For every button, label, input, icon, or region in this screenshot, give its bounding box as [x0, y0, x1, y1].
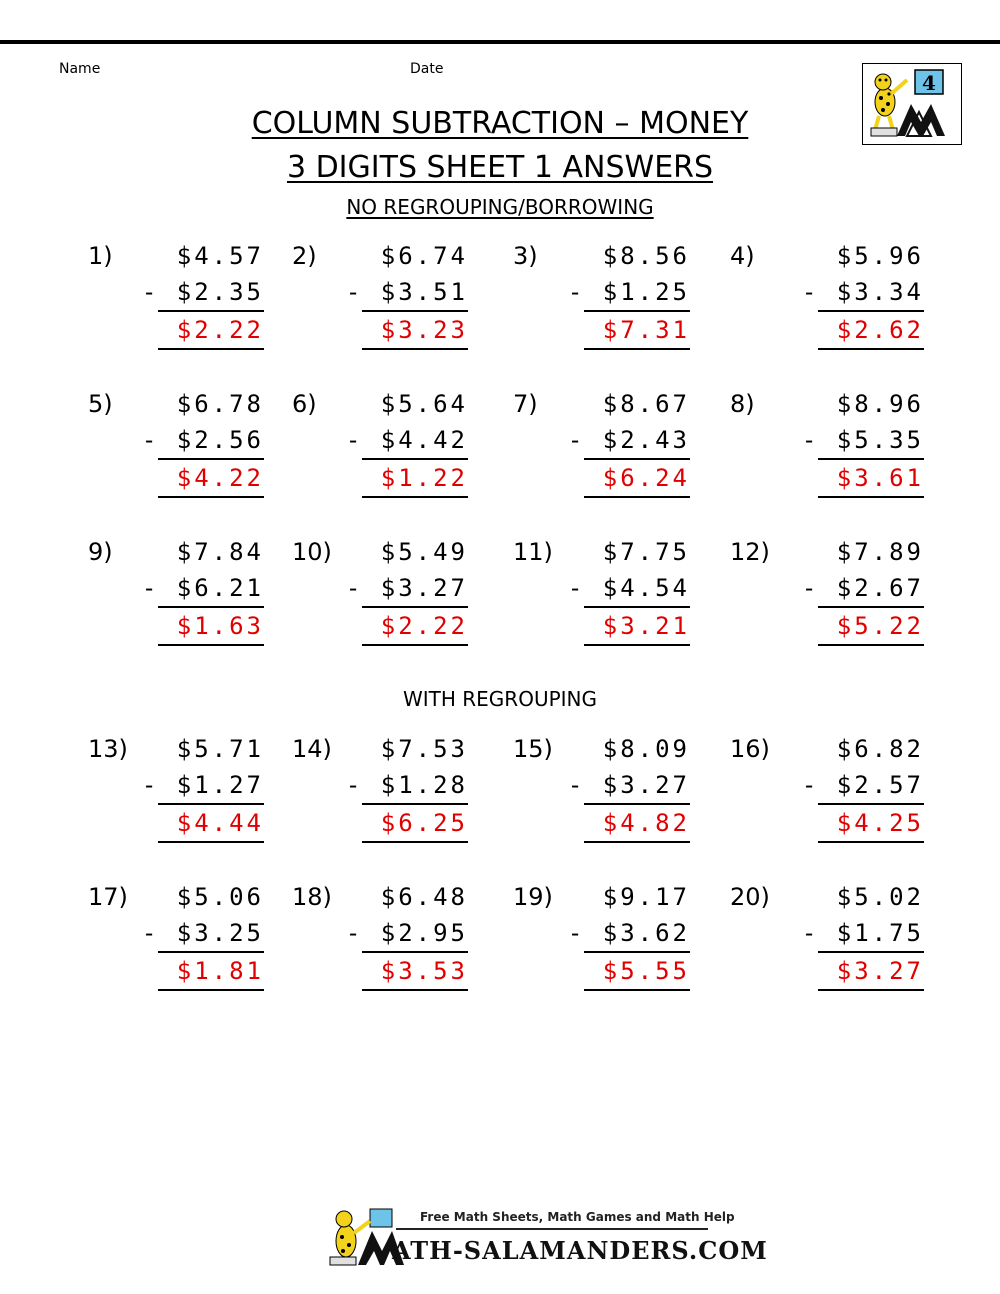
problem-subtrahend: - $2.35 [141, 278, 264, 306]
grade-number: 4 [922, 71, 936, 95]
problem-rule [584, 310, 690, 312]
problem-item [292, 538, 468, 658]
problem-number: 2) [292, 242, 317, 270]
answer-rule [584, 496, 690, 498]
problem-minuend: $5.02 [836, 883, 924, 911]
date-label: Date [410, 61, 444, 77]
problem-minuend: $5.96 [836, 242, 924, 270]
worksheet-title-line2: 3 DIGITS SHEET 1 ANSWERS [286, 150, 714, 185]
answer-rule [584, 348, 690, 350]
problem-minuend: $4.57 [176, 242, 264, 270]
problem-number: 11) [513, 538, 553, 566]
problem-minuend: $6.74 [380, 242, 468, 270]
problem-minuend: $6.82 [836, 735, 924, 763]
problem-minuend: $6.78 [176, 390, 264, 418]
problem-number: 9) [88, 538, 113, 566]
answer-rule [362, 496, 468, 498]
problem-item [88, 735, 264, 855]
problem-answer: $6.25 [380, 809, 468, 837]
footer-tagline: Free Math Sheets, Math Games and Math Help [420, 1210, 735, 1224]
problem-subtrahend: - $3.25 [141, 919, 264, 947]
problem-answer: $2.22 [380, 612, 468, 640]
problem-subtrahend: - $1.27 [141, 771, 264, 799]
problem-number: 16) [730, 735, 770, 763]
problem-subtrahend: - $5.35 [801, 426, 924, 454]
problem-minuend: $8.67 [602, 390, 690, 418]
section2-label: WITH REGROUPING [402, 687, 597, 711]
problem-item [513, 390, 690, 510]
problem-number: 17) [88, 883, 128, 911]
problem-subtrahend: - $1.25 [567, 278, 690, 306]
answer-rule [818, 644, 924, 646]
problem-rule [362, 951, 468, 953]
problem-rule [818, 458, 924, 460]
problem-subtrahend: - $3.51 [345, 278, 468, 306]
problem-minuend: $8.96 [836, 390, 924, 418]
answer-rule [584, 989, 690, 991]
problem-number: 7) [513, 390, 538, 418]
problem-minuend: $7.84 [176, 538, 264, 566]
answer-rule [584, 841, 690, 843]
problem-item [513, 735, 690, 855]
answer-rule [818, 496, 924, 498]
problem-item [730, 242, 924, 362]
problem-rule [158, 458, 264, 460]
answer-rule [362, 644, 468, 646]
problem-rule [362, 803, 468, 805]
footer-site-name: ATH-SALAMANDERS.COM [392, 1236, 768, 1265]
problem-rule [362, 606, 468, 608]
problem-rule [158, 606, 264, 608]
problem-minuend: $7.53 [380, 735, 468, 763]
problem-item [730, 538, 924, 658]
problem-subtrahend: - $2.43 [567, 426, 690, 454]
problem-item [292, 242, 468, 362]
problem-minuend: $8.56 [602, 242, 690, 270]
problem-subtrahend: - $4.54 [567, 574, 690, 602]
problem-number: 20) [730, 883, 770, 911]
problem-number: 5) [88, 390, 113, 418]
problem-rule [818, 803, 924, 805]
problem-rule [362, 458, 468, 460]
problem-rule [158, 951, 264, 953]
problem-minuend: $9.17 [602, 883, 690, 911]
problem-answer: $4.44 [176, 809, 264, 837]
answer-rule [362, 348, 468, 350]
problem-subtrahend: - $3.27 [567, 771, 690, 799]
problem-number: 6) [292, 390, 317, 418]
problem-subtrahend: - $2.95 [345, 919, 468, 947]
problem-subtrahend: - $3.34 [801, 278, 924, 306]
problem-rule [818, 310, 924, 312]
problem-answer: $7.31 [602, 316, 690, 344]
problem-rule [584, 458, 690, 460]
problem-minuend: $5.49 [380, 538, 468, 566]
problem-minuend: $5.06 [176, 883, 264, 911]
problem-rule [362, 310, 468, 312]
problem-answer: $5.55 [602, 957, 690, 985]
answer-rule [158, 496, 264, 498]
answer-rule [818, 841, 924, 843]
problem-item [730, 883, 924, 1003]
answer-rule [158, 644, 264, 646]
problem-subtrahend: - $1.75 [801, 919, 924, 947]
problem-subtrahend: - $6.21 [141, 574, 264, 602]
problem-item [513, 883, 690, 1003]
problem-subtrahend: - $3.62 [567, 919, 690, 947]
answer-rule [584, 644, 690, 646]
problem-item [292, 883, 468, 1003]
problem-number: 15) [513, 735, 553, 763]
problem-item [88, 390, 264, 510]
problem-answer: $1.63 [176, 612, 264, 640]
problem-minuend: $7.75 [602, 538, 690, 566]
problem-number: 8) [730, 390, 755, 418]
answer-rule [362, 989, 468, 991]
problem-answer: $3.61 [836, 464, 924, 492]
problem-item [292, 735, 468, 855]
problem-item [513, 242, 690, 362]
problem-answer: $6.24 [602, 464, 690, 492]
problem-item [292, 390, 468, 510]
problem-answer: $4.25 [836, 809, 924, 837]
problem-subtrahend: - $1.28 [345, 771, 468, 799]
problem-answer: $1.81 [176, 957, 264, 985]
answer-rule [818, 348, 924, 350]
top-rule [0, 40, 1000, 44]
name-label: Name [59, 61, 101, 77]
problem-number: 14) [292, 735, 332, 763]
problem-minuend: $5.64 [380, 390, 468, 418]
problem-rule [158, 803, 264, 805]
problem-item [88, 242, 264, 362]
problem-item [730, 735, 924, 855]
problem-number: 19) [513, 883, 553, 911]
answer-rule [158, 841, 264, 843]
problem-answer: $2.62 [836, 316, 924, 344]
answer-rule [818, 989, 924, 991]
section1-label: NO REGROUPING/BORROWING [346, 195, 654, 219]
problem-rule [584, 951, 690, 953]
problem-answer: $3.53 [380, 957, 468, 985]
problem-minuend: $5.71 [176, 735, 264, 763]
problem-rule [584, 803, 690, 805]
problem-answer: $2.22 [176, 316, 264, 344]
problem-number: 4) [730, 242, 755, 270]
problem-subtrahend: - $3.27 [345, 574, 468, 602]
problem-answer: $4.22 [176, 464, 264, 492]
problem-number: 18) [292, 883, 332, 911]
problem-subtrahend: - $2.56 [141, 426, 264, 454]
problem-answer: $3.27 [836, 957, 924, 985]
problem-answer: $4.82 [602, 809, 690, 837]
problem-number: 12) [730, 538, 770, 566]
problem-answer: $3.21 [602, 612, 690, 640]
problem-answer: $3.23 [380, 316, 468, 344]
problem-rule [818, 606, 924, 608]
problem-subtrahend: - $4.42 [345, 426, 468, 454]
problem-rule [584, 606, 690, 608]
problem-subtrahend: - $2.67 [801, 574, 924, 602]
footer-rule [396, 1228, 708, 1230]
answer-rule [362, 841, 468, 843]
problem-subtrahend: - $2.57 [801, 771, 924, 799]
problem-item [513, 538, 690, 658]
problem-minuend: $8.09 [602, 735, 690, 763]
worksheet-title-line1: COLUMN SUBTRACTION – MONEY [251, 106, 749, 141]
problem-number: 10) [292, 538, 332, 566]
problem-minuend: $7.89 [836, 538, 924, 566]
answer-rule [158, 989, 264, 991]
problem-number: 1) [88, 242, 113, 270]
answer-rule [158, 348, 264, 350]
problem-rule [158, 310, 264, 312]
problem-rule [818, 951, 924, 953]
problem-minuend: $6.48 [380, 883, 468, 911]
problem-item [88, 883, 264, 1003]
problem-item [88, 538, 264, 658]
problem-answer: $1.22 [380, 464, 468, 492]
problem-number: 3) [513, 242, 538, 270]
problem-number: 13) [88, 735, 128, 763]
problem-answer: $5.22 [836, 612, 924, 640]
problem-item [730, 390, 924, 510]
